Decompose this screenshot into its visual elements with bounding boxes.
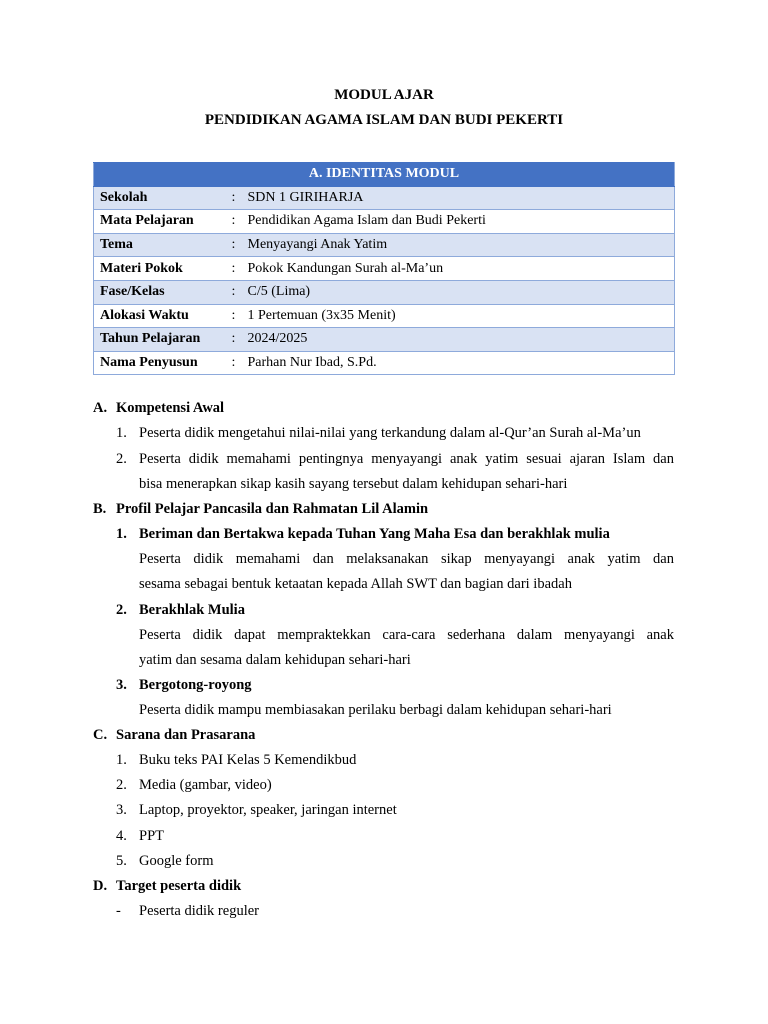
identity-table-header: A. IDENTITAS MODUL <box>94 163 675 187</box>
section-marker: D. <box>93 878 108 894</box>
list-marker: 2. <box>116 602 127 618</box>
row-separator: : <box>226 257 242 281</box>
paragraph-line: Peserta didik dapat mempraktekkan cara-cara sederhana dalam menyayangi anak <box>139 627 674 643</box>
paragraph-line: sesama sebagai bentuk ketaatan kepada Allah SWT dan bagian dari ibadah <box>139 576 572 592</box>
section-heading-a <box>93 400 224 417</box>
list-marker: 1. <box>116 425 127 441</box>
list-marker: - <box>116 903 121 919</box>
list-item-text: Peserta didik mengetahui nilai-nilai yang terkandung dalam al-Qur’an Surah al-Ma’un <box>139 425 641 441</box>
list-item-text: Google form <box>139 853 214 869</box>
table-row <box>94 257 675 281</box>
row-label: Fase/Kelas <box>94 280 226 304</box>
row-separator: : <box>226 280 242 304</box>
paragraph-line: yatim dan sesama dalam kehidupan sehari-hari <box>139 652 411 668</box>
row-value: Pendidikan Agama Islam dan Budi Pekerti <box>242 210 675 234</box>
list-marker: 3. <box>116 677 127 693</box>
row-label: Materi Pokok <box>94 257 226 281</box>
list-item-text: PPT <box>139 828 164 844</box>
table-row <box>94 328 675 352</box>
section-title: Sarana dan Prasarana <box>116 727 256 743</box>
row-separator: : <box>226 186 242 210</box>
row-value: Parhan Nur Ibad, S.Pd. <box>242 351 675 375</box>
document-subtitle: PENDIDIKAN AGAMA ISLAM DAN BUDI PEKERTI <box>204 112 564 128</box>
row-value: 1 Pertemuan (3x35 Menit) <box>242 304 675 328</box>
list-item-text: Buku teks PAI Kelas 5 Kemendikbud <box>139 752 357 768</box>
row-value: C/5 (Lima) <box>242 280 675 304</box>
list-marker: 5. <box>116 853 127 869</box>
table-row <box>94 233 675 257</box>
section-title: Target peserta didik <box>116 878 242 894</box>
row-value: SDN 1 GIRIHARJA <box>242 186 675 210</box>
row-separator: : <box>226 304 242 328</box>
section-marker: C. <box>93 727 108 743</box>
row-value: 2024/2025 <box>242 328 675 352</box>
section-heading-d <box>93 878 241 895</box>
row-label: Mata Pelajaran <box>94 210 226 234</box>
row-value: Menyayangi Anak Yatim <box>242 233 675 257</box>
list-item-text: Laptop, proyektor, speaker, jaringan internet <box>139 802 397 818</box>
table-row <box>94 304 675 328</box>
section-title: Kompetensi Awal <box>116 400 225 416</box>
list-item-title: Beriman dan Bertakwa kepada Tuhan Yang Maha Esa dan berakhlak mulia <box>139 526 610 542</box>
paragraph-line: Peserta didik memahami dan melaksanakan sikap menyayangi anak yatim dan <box>139 551 674 567</box>
list-marker: 2. <box>116 777 127 793</box>
row-separator: : <box>226 210 242 234</box>
row-separator: : <box>226 328 242 352</box>
list-marker: 2. <box>116 451 127 467</box>
list-item-title: Berakhlak Mulia <box>139 602 245 618</box>
list-marker: 4. <box>116 828 127 844</box>
identity-table-header-row <box>94 163 675 187</box>
list-marker: 1. <box>116 526 127 542</box>
row-separator: : <box>226 233 242 257</box>
section-marker: B. <box>93 501 107 517</box>
document-title: MODUL AJAR <box>334 87 434 103</box>
section-heading-c <box>93 727 255 744</box>
list-item-text: Peserta didik memahami pentingnya menyayangi anak yatim sesuai ajaran Islam dan <box>139 451 674 467</box>
list-item-text: Peserta didik reguler <box>139 903 259 919</box>
table-row <box>94 351 675 375</box>
row-label: Tema <box>94 233 226 257</box>
row-label: Tahun Pelajaran <box>94 328 226 352</box>
list-item-text: Media (gambar, video) <box>139 777 272 793</box>
table-row <box>94 210 675 234</box>
list-marker: 3. <box>116 802 127 818</box>
section-heading-b <box>93 501 428 518</box>
paragraph-line: Peserta didik mampu membiasakan perilaku berbagi dalam kehidupan sehari-hari <box>139 702 612 718</box>
list-item-text-continued: bisa menerapkan sikap kasih sayang tersebut dalam kehidupan sehari-hari <box>139 476 568 492</box>
identity-table <box>93 162 675 375</box>
row-value: Pokok Kandungan Surah al-Ma’un <box>242 257 675 281</box>
section-title: Profil Pelajar Pancasila dan Rahmatan Lil Alamin <box>116 501 429 517</box>
table-row <box>94 186 675 210</box>
row-separator: : <box>226 351 242 375</box>
row-label: Nama Penyusun <box>94 351 226 375</box>
row-label: Sekolah <box>94 186 226 210</box>
row-label: Alokasi Waktu <box>94 304 226 328</box>
list-item-title: Bergotong-royong <box>139 677 252 693</box>
list-marker: 1. <box>116 752 127 768</box>
table-row <box>94 280 675 304</box>
section-marker: A. <box>93 400 108 416</box>
